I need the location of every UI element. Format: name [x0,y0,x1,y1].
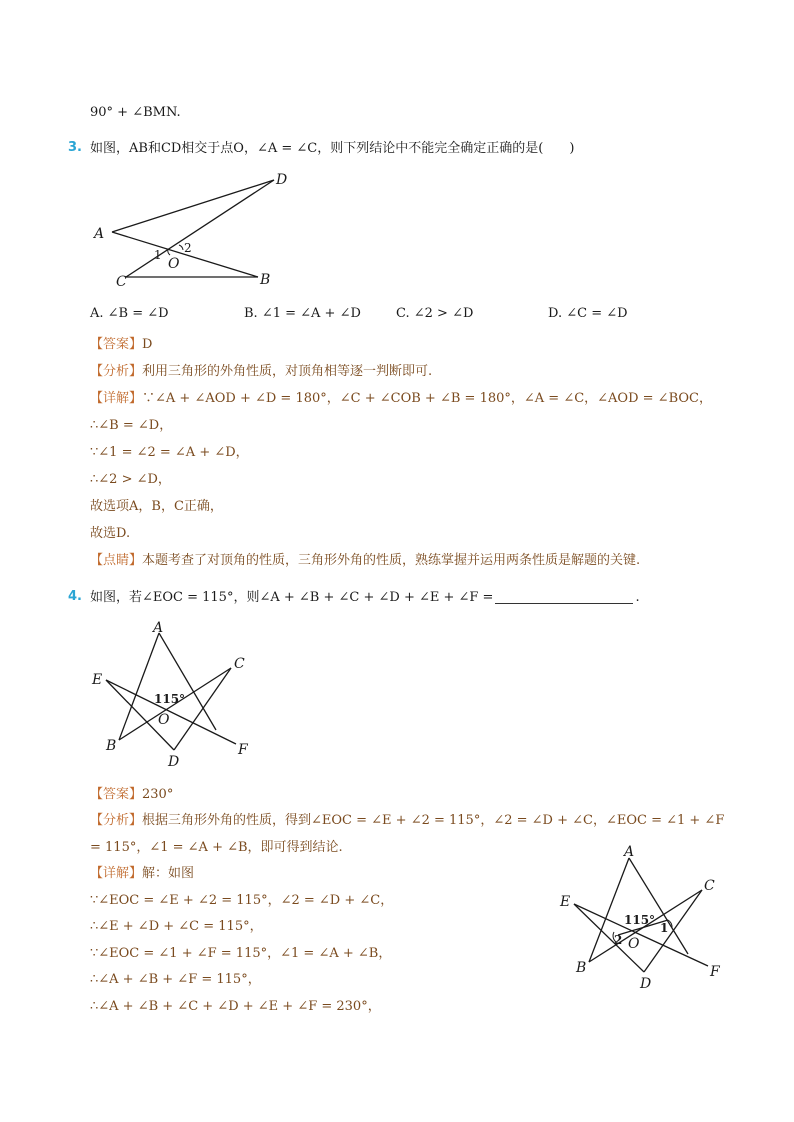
q4-detail-line-4: ∴∠A + ∠B + ∠F = 115°， [90,972,261,987]
question-4-text: 如图，若∠EOC = 115°，则∠A + ∠B + ∠C + ∠D + ∠E + ∠F = . [90,590,640,605]
q4s-label-o: O [628,936,640,952]
q3-detail-line-5: 故选项A，B，C正确， [90,499,223,514]
q4-detail-line-3: ∵∠EOC = ∠1 + ∠F = 115°，∠1 = ∠A + ∠B， [90,946,392,961]
q3-detail-line-4: ∴∠2 > ∠D， [90,472,171,487]
q3-label-2: 2 [184,241,192,255]
q4s-label-a: A [624,844,635,860]
q4-detail-line-2: ∴∠E + ∠D + ∠C = 115°， [90,919,263,934]
q3-label-d: D [276,172,288,188]
q4s-label-c: C [704,878,715,894]
option-d: D. ∠C = ∠D [548,306,628,321]
q3-comment: 【点睛】本题考查了对顶角的性质，三角形外角的性质，熟练掌握并运用两条性质是解题的关键. [90,553,641,568]
q4-answer: 【答案】230° [90,787,174,802]
q4s-label-1: 1 [660,921,669,935]
q3-label-b: B [260,272,271,288]
q3-analysis: 【分析】利用三角形的外角性质，对顶角相等逐一判断即可. [90,364,433,379]
question-3-number: 3. [68,140,82,155]
q4s-label-e: E [560,894,571,910]
question-4-solution-figure [556,838,736,998]
q3-label-c: C [116,274,127,290]
question-4-figure [86,618,266,774]
q4-analysis-line-2: = 115°，∠1 = ∠A + ∠B，即可得到结论. [90,840,343,855]
q3-answer: 【答案】D [90,337,153,352]
question-3-figure [88,166,298,294]
q3-label-o: O [168,256,180,272]
q4-detail-line-1: ∵∠EOC = ∠E + ∠2 = 115°，∠2 = ∠D + ∠C， [90,893,394,908]
option-c: C. ∠2 > ∠D [396,306,474,321]
q4-analysis-line-1: 【分析】根据三角形外角的性质，得到∠EOC = ∠E + ∠2 = 115°，∠2 = ∠D + ∠C，∠EOC = ∠1 + ∠F [90,813,725,828]
continuation-line: 90° + ∠BMN. [90,105,181,120]
q4-label-d: D [168,754,180,770]
q4s-label-b: B [576,960,587,976]
q4-label-angle: 115° [154,692,186,706]
q4s-label-f: F [710,964,720,980]
q4-label-o: O [158,712,170,728]
q3-label-1: 1 [154,248,162,262]
q4-label-a: A [153,620,164,636]
q3-detail-line-6: 故选D. [90,526,131,541]
q4-label-c: C [234,656,245,672]
question-3-text: 如图，AB和CD相交于点O，∠A = ∠C，则下列结论中不能完全确定正确的是( ) [90,141,575,156]
question-4-number: 4. [68,589,82,604]
q3-detail-line-3: ∵∠1 = ∠2 = ∠A + ∠D， [90,445,249,460]
q4s-label-d: D [640,976,652,992]
q4-label-b: B [106,738,117,754]
q3-detail-line-1: 【详解】∵∠A + ∠AOD + ∠D = 180°，∠C + ∠COB + ∠B = 180°，∠A = ∠C，∠AOD = ∠BOC， [90,391,712,406]
q4-detail-line-5: ∴∠A + ∠B + ∠C + ∠D + ∠E + ∠F = 230°， [90,999,381,1014]
q4-label-e: E [92,672,103,688]
q3-detail-line-2: ∴∠B = ∠D， [90,418,173,433]
q4s-label-angle: 115° [624,913,656,927]
option-a: A. ∠B = ∠D [90,306,169,321]
q4s-label-2: 2 [614,933,623,947]
q3-label-a: A [94,226,105,242]
q4-detail-intro: 【详解】解：如图 [90,866,195,881]
q4-label-f: F [238,742,248,758]
option-b: B. ∠1 = ∠A + ∠D [244,306,361,321]
answer-blank [495,589,633,604]
